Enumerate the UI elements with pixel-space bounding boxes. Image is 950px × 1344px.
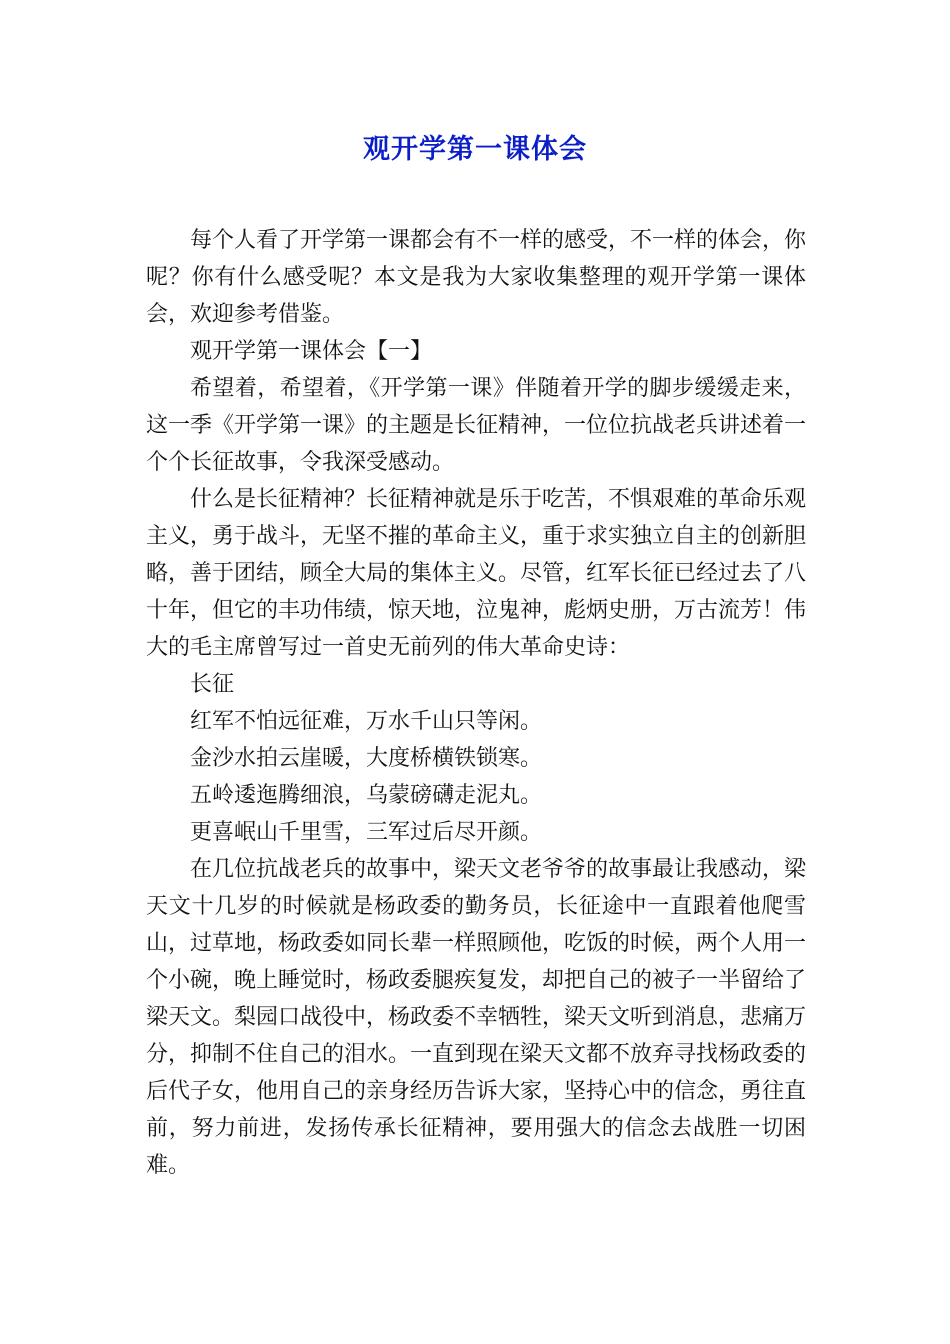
poem-line: 五岭逶迤腾细浪，乌蒙磅礴走泥丸。	[190, 783, 543, 808]
paragraph-veteran-story: 在几位抗战老兵的故事中，梁天文老爷爷的故事最让我感动，梁天文十几岁的时候就是杨政委的勤务员，长征途中一直跟着他爬雪山，过草地，杨政委如同长辈一样照顾他，吃饭的时候，两个人用一个小碗，晚上睡觉时，杨政委腿疾复发，却把自己的被子一半留给了梁天文。梨园口战役中，杨政委不幸牺牲，梁天文听到消息，悲痛万分，抑制不住自己的泪水。一直到现在梁天文都不放弃寻找杨政委的后代子女，他用自己的亲身经历告诉大家，坚持心中的信念，勇往直前，努力前进，发扬传承长征精神，要用强大的信念去战胜一切困难。	[146, 857, 807, 1178]
section-heading-one: 观开学第一课体会【一】	[190, 339, 433, 364]
paragraph-long-march-spirit: 什么是长征精神？长征精神就是乐于吃苦，不惧艰难的革命乐观主义，勇于战斗，无坚不摧的革命主义，重于求实独立自主的创新胆略，善于团结，顾全大局的集体主义。尽管，红军长征已经过去了八十年，但它的丰功伟绩，惊天地，泣鬼神，彪炳史册，万古流芳！伟大的毛主席曾写过一首史无前列的伟大革命史诗：	[146, 487, 807, 660]
document-body	[146, 222, 806, 1184]
paragraph-hope: 希望着，希望着，《开学第一课》伴随着开学的脚步缓缓走来，这一季《开学第一课》的主题是长征精神，一位位抗战老兵讲述着一个个长征故事，令我深受感动。	[146, 376, 807, 475]
poem-title: 长征	[190, 672, 235, 697]
document-title: 观开学第一课体会	[363, 134, 587, 165]
poem-line: 更喜岷山千里雪，三军过后尽开颜。	[190, 820, 543, 845]
poem-line: 金沙水拍云崖暖，大度桥横铁锁寒。	[190, 746, 543, 771]
paragraph-intro: 每个人看了开学第一课都会有不一样的感受，不一样的体会，你呢？你有什么感受呢？本文是我为大家收集整理的观开学第一课体会，欢迎参考借鉴。	[146, 228, 807, 327]
poem-line: 红军不怕远征难，万水千山只等闲。	[190, 709, 543, 734]
